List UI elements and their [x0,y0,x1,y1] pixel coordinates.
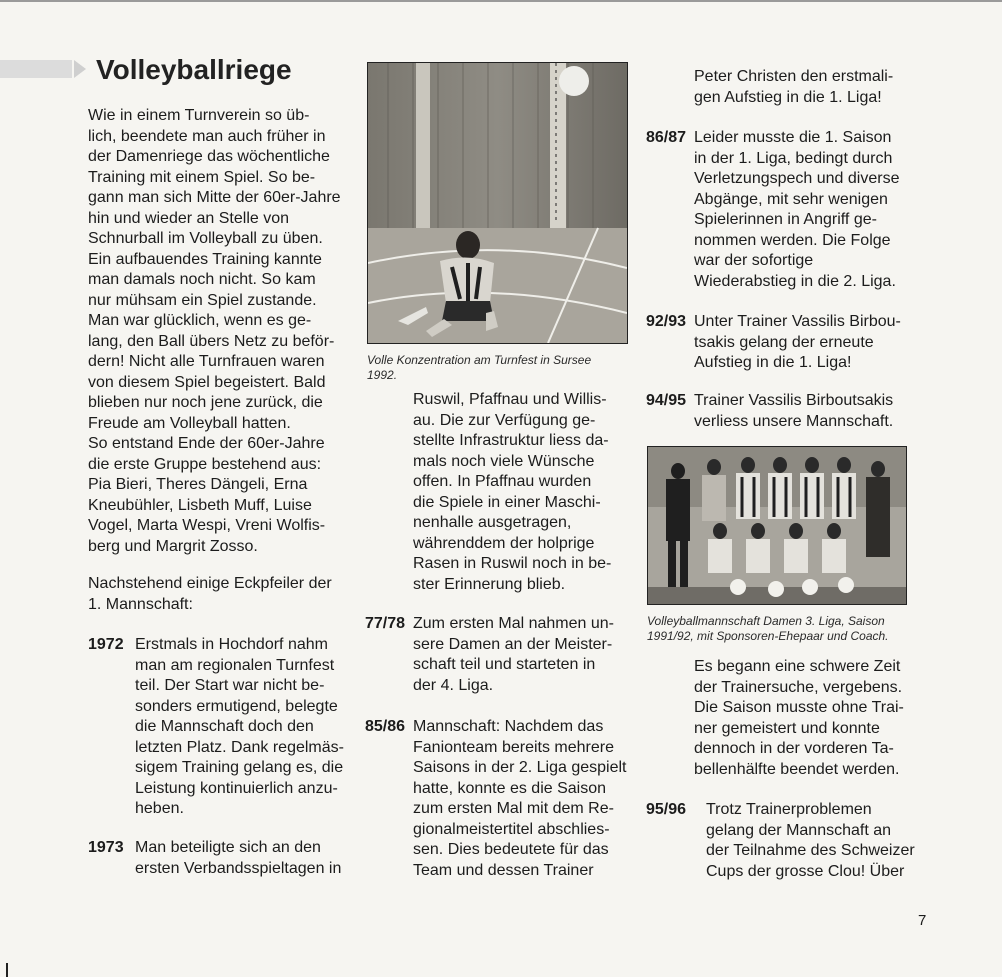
section-marker-bar [0,60,72,78]
photo-caption: Volle Konzentration am Turnfest in Sursee 1992. [367,353,592,382]
entry-text: Zum ersten Mal nahmen un- sere Damen an der Meister- schaft teil und starteten in der 4. Liga. [413,615,614,694]
entry-year: 94/95 [646,392,687,409]
continuation-paragraph: Peter Christen den erstmali- gen Aufstieg in die 1. Liga! [694,68,894,106]
player-photo-illustration [368,63,627,343]
photo-player-kneeling [367,62,628,344]
entry-text: Man beteiligte sich an den ersten Verbandsspieltagen in [135,839,342,877]
entry-text: Leider musste die 1. Saison in der 1. Liga, bedingt durch Verletzungspech und diverse Abgänge, mit sehr wenigen Spielerinnen in Angriff ge- nommen werden. Die Folge war der sofortige Wiederabstieg in die 2. Liga. [694,129,900,290]
timeline-entry-1973 [88,838,358,882]
timeline-entry-85-86 [365,717,635,887]
entry-year: 85/86 [365,718,406,735]
page-number: 7 [918,912,927,929]
page-title: Volleyballriege [96,54,292,85]
lead-paragraph: Nachstehend einige Eckpfeiler der 1. Mannschaft: [88,575,332,613]
team-photo-illustration [648,447,906,604]
top-rule [0,0,1002,2]
entry-year: 92/93 [646,313,687,330]
entry-year: 1972 [88,636,124,653]
entry-text: Unter Trainer Vassilis Birbou- tsakis gelang der erneute Aufstieg in die 1. Liga! [694,313,901,371]
timeline-entry-1972 [88,635,358,825]
entry-text: Erstmals in Hochdorf nahm man am regionalen Turnfest teil. Der Start war nicht be- sonders ermutigend, belegte die Mannschaft doch den letzten Platz. Dank regelmäs- sigem Training gelang es, die Leistung kontinuierlich anzu- heben. [135,636,344,817]
crop-mark [6,963,8,977]
photo-caption: Volleyballmannschaft Damen 3. Liga, Saison 1991/92, mit Sponsoren-Ehepaar und Coach. [647,614,889,643]
timeline-entry-95-96 [646,800,916,886]
after-photo-paragraph: Es begann eine schwere Zeit der Trainersuche, vergebens. Die Saison musste ohne Trai- ner gemeistert und konnte dennoch in der vorderen Ta- bellenhälfte beendet werden. [694,658,904,778]
timeline-entry-77-78 [365,614,635,700]
timeline-entry-86-87 [646,128,916,298]
entry-text: Mannschaft: Nachdem das Fanionteam bereits mehrere Saisons in der 2. Liga gespielt hatte, konnte es die Saison zum ersten Mal mit dem Re- gionalmeistertitel abschlies- sen. Dies bedeutete für das Team und dessen Trainer [413,718,627,879]
entry-year: 1973 [88,839,124,856]
entry-text: Trotz Trainerproblemen gelang der Mannschaft an der Teilnahme des Schweizer Cups der grosse Clou! Über [706,801,915,880]
timeline-entry-92-93 [646,312,916,378]
entry-year: 77/78 [365,615,406,632]
entry-text: Trainer Vassilis Birboutsakis verliess unsere Mannschaft. [694,392,894,430]
photo-team [647,446,907,605]
entry-year: 86/87 [646,129,687,146]
section-marker [0,60,88,78]
continuation-paragraph: Ruswil, Pfaffnau und Willis- au. Die zur Verfügung ge- stellte Infrastruktur liess da- mals noch viele Wünsche offen. In Pfaffnau wurden die Spiele in einer Maschi- nenhalle ausgetragen, währenddem der holprige Rasen in Ruswil noch in be- ster Erinnerung blieb. [413,391,612,593]
timeline-entry-94-95 [646,391,916,435]
section-marker-arrow-icon [74,60,86,78]
intro-paragraph: Wie in einem Turnverein so üb- lich, beendete man auch früher in der Damenriege das wöchentliche Training mit einem Spiel. So be- gann man sich Mitte der 60er-Jahre hin und wieder an Stelle von Schnurball im Volleyball zu üben. Ein aufbauendes Training kannte man damals noch nicht. So kam nur mühsam ein Spiel zustande. Man war glücklich, wenn es ge- lang, den Ball übers Netz zu beför- dern! Nicht alle Turnfrauen waren von diesem Spiel begeistert. Bald blieben nur noch jene zurück, die Freude am Volleyball hatten. So entstand Ende der 60er-Jahre die erste Gruppe bestehend aus: Pia Bieri, Theres Dängeli, Erna Kneubühler, Lisbeth Muff, Luise Vogel, Marta Wespi, Vreni Wolfis- berg und Margrit Zosso. [88,107,341,555]
entry-year: 95/96 [646,801,687,818]
